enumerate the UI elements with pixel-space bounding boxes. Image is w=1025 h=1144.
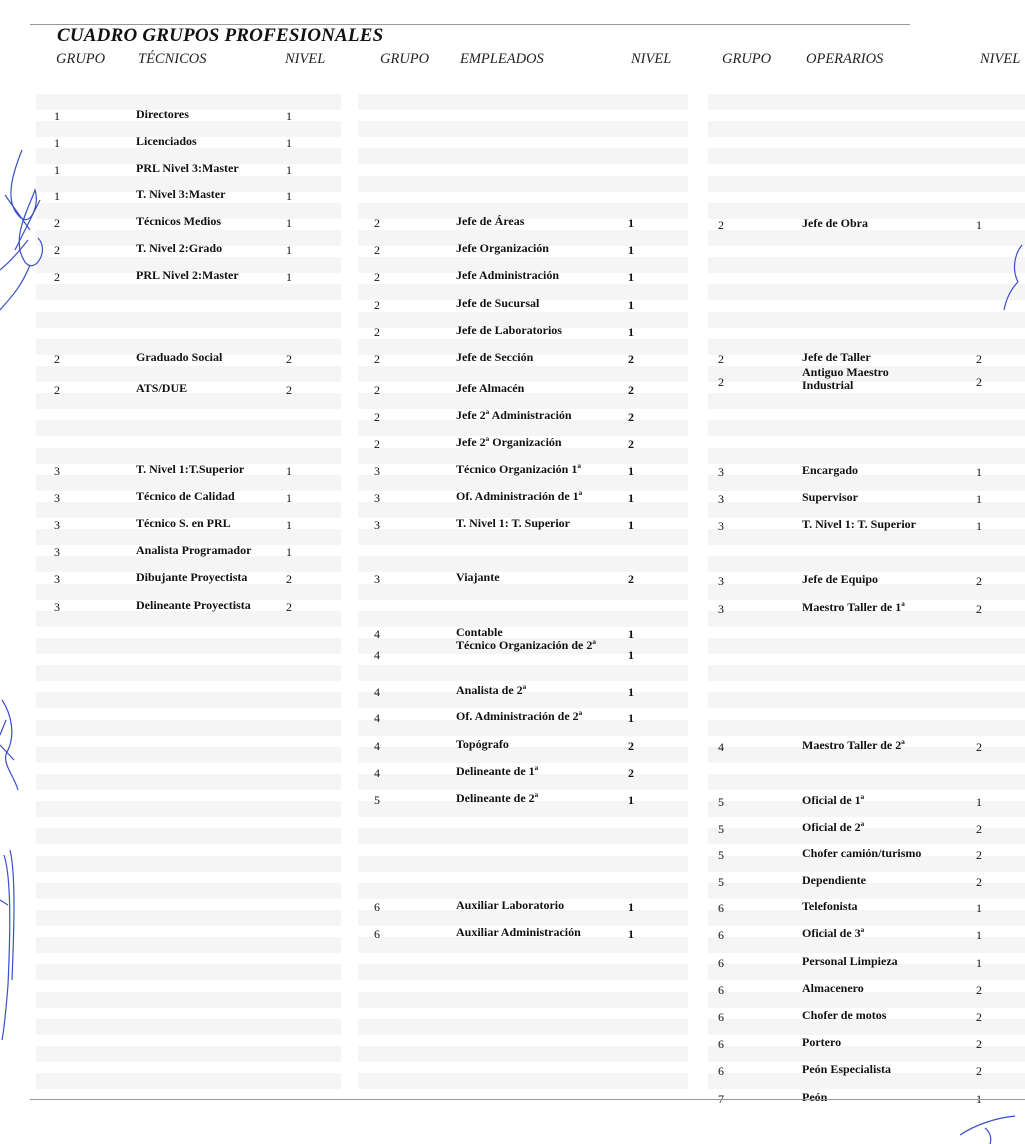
signature-mid-left [0,700,18,790]
empleados-nivel: 2 [628,572,634,586]
operarios-categoria: Peón [802,1090,828,1104]
tecnicos-nivel: 1 [286,464,292,478]
empleados-categoria: Viajante [456,570,500,584]
operarios-categoria: Chofer de motos [802,1008,887,1022]
empleados-categoria: Jefe 2ª Organización [456,435,562,449]
operarios-nivel: 1 [976,928,982,942]
empleados-categoria: Analista de 2ª [456,683,527,697]
empleados-categoria: Jefe Administración [456,268,559,282]
header-operarios-grupo: GRUPO [722,51,772,67]
tecnicos-nivel: 2 [286,352,292,366]
empleados-grupo: 2 [374,298,380,312]
empleados-grupo: 2 [374,410,380,424]
empleados-nivel: 2 [628,739,634,753]
empleados-categoria: T. Nivel 1: T. Superior [456,516,570,530]
operarios-categoria: Jefe de Obra [802,216,868,230]
empleados-grupo: 2 [374,437,380,451]
empleados-grupo: 4 [374,739,380,753]
tecnicos-categoria: Técnico de Calidad [136,489,235,503]
empleados-categoria: Jefe Organización [456,241,549,255]
empleados-grupo: 3 [374,518,380,532]
operarios-nivel: 2 [976,1037,982,1051]
operarios-grupo: 6 [718,1064,724,1078]
tecnicos-nivel: 1 [286,270,292,284]
empleados-grupo: 6 [374,927,380,941]
operarios-categoria: Jefe de Taller [802,350,871,364]
tecnicos-nivel: 2 [286,383,292,397]
operarios-categoria: Antiguo Maestro Industrial [802,365,889,392]
empleados-categoria: Jefe Almacén [456,381,525,395]
empleados-grupo: 4 [374,648,380,662]
empleados-grupo: 3 [374,491,380,505]
empleados-nivel: 1 [628,685,634,699]
tecnicos-categoria: Graduado Social [136,350,223,364]
tecnicos-grupo: 3 [54,518,60,532]
operarios-nivel: 2 [976,848,982,862]
tecnicos-categoria: PRL Nivel 3:Master [136,161,239,175]
empleados-nivel: 2 [628,352,634,366]
empleados-grupo: 2 [374,383,380,397]
tecnicos-grupo: 2 [54,243,60,257]
header-tecnicos: TÉCNICOS [138,51,207,67]
header-operarios: OPERARIOS [806,51,884,67]
tecnicos-grupo: 2 [54,352,60,366]
empleados-categoria: Auxiliar Laboratorio [456,898,565,912]
empleados-grupo: 2 [374,243,380,257]
tecnicos-grupo: 2 [54,383,60,397]
empleados-categoria: Jefe de Laboratorios [456,323,562,337]
operarios-grupo: 3 [718,465,724,479]
empleados-grupo: 5 [374,793,380,807]
operarios-categoria: Dependiente [802,873,866,887]
operarios-categoria: Chofer camión/turismo [802,846,922,860]
empleados-grupo: 2 [374,325,380,339]
empleados-nivel: 1 [628,298,634,312]
operarios-categoria: Oficial de 3ª [802,926,865,940]
tecnicos-grupo: 3 [54,464,60,478]
tecnicos-grupo: 2 [54,216,60,230]
tecnicos-grupo: 1 [54,109,60,123]
tecnicos-nivel: 1 [286,243,292,257]
operarios-grupo: 3 [718,574,724,588]
empleados-grupo: 4 [374,627,380,641]
tecnicos-grupo: 1 [54,189,60,203]
tecnicos-nivel: 1 [286,109,292,123]
operarios-nivel: 2 [976,1064,982,1078]
header-tecnicos-grupo: GRUPO [56,51,106,67]
operarios-grupo: 7 [718,1092,724,1106]
operarios-grupo: 6 [718,928,724,942]
empleados-categoria: Jefe 2ª Administración [456,408,572,422]
operarios-nivel: 2 [976,375,982,389]
tecnicos-categoria: PRL Nivel 2:Master [136,268,239,282]
operarios-grupo: 4 [718,740,724,754]
page-title: CUADRO GRUPOS PROFESIONALES [57,25,384,46]
empleados-nivel: 2 [628,437,634,451]
operarios-categoria: Peón Especialista [802,1062,891,1076]
empleados-nivel: 1 [628,243,634,257]
empleados-grupo: 3 [374,464,380,478]
tecnicos-categoria: ATS/DUE [136,381,188,395]
tecnicos-nivel: 1 [286,136,292,150]
tecnicos-categoria: Técnico S. en PRL [136,516,231,530]
operarios-nivel: 1 [976,1092,982,1106]
operarios-grupo: 6 [718,901,724,915]
operarios-grupo: 6 [718,1010,724,1024]
empleados-categoria: Of. Administración de 1ª [456,489,583,503]
operarios-nivel: 2 [976,740,982,754]
operarios-grupo: 3 [718,519,724,533]
tecnicos-nivel: 2 [286,572,292,586]
operarios-categoria: Supervisor [802,490,859,504]
header-operarios-nivel: NIVEL [980,51,1021,67]
empleados-nivel: 1 [628,216,634,230]
signature-bottom-right [960,1116,1015,1144]
tecnicos-grupo: 2 [54,270,60,284]
empleados-categoria: Delineante de 1ª [456,764,539,778]
operarios-grupo: 3 [718,492,724,506]
operarios-nivel: 2 [976,574,982,588]
empleados-nivel: 2 [628,383,634,397]
tecnicos-grupo: 3 [54,545,60,559]
operarios-grupo: 5 [718,795,724,809]
tecnicos-categoria: T. Nivel 2:Grado [136,241,223,255]
tecnicos-grupo: 3 [54,600,60,614]
empleados-grupo: 2 [374,216,380,230]
operarios-grupo: 3 [718,602,724,616]
tecnicos-nivel: 1 [286,189,292,203]
signature-lower-left [0,850,14,1040]
empleados-nivel: 1 [628,270,634,284]
tecnicos-nivel: 1 [286,518,292,532]
operarios-grupo: 2 [718,352,724,366]
header-empleados: EMPLEADOS [460,51,544,67]
operarios-grupo: 6 [718,956,724,970]
operarios-nivel: 1 [976,795,982,809]
empleados-nivel: 1 [628,325,634,339]
operarios-nivel: 1 [976,519,982,533]
empleados-grupo: 6 [374,900,380,914]
empleados-categoria: Delineante de 2ª [456,791,539,805]
empleados-grupo: 4 [374,766,380,780]
empleados-nivel: 2 [628,410,634,424]
operarios-grupo: 5 [718,848,724,862]
empleados-categoria: Auxiliar Administración [456,925,581,939]
operarios-grupo: 2 [718,218,724,232]
operarios-nivel: 2 [976,983,982,997]
signature-top-left [0,150,42,310]
header-empleados-grupo: GRUPO [380,51,430,67]
empleados-grupo: 2 [374,352,380,366]
empleados-nivel: 1 [628,927,634,941]
empleados-categoria: Contable [456,625,503,639]
tecnicos-categoria: Directores [136,107,189,121]
empleados-categoria: Jefe de Áreas [456,214,525,228]
operarios-nivel: 1 [976,492,982,506]
operarios-categoria: Almacenero [802,981,864,995]
empleados-nivel: 1 [628,491,634,505]
empleados-grupo: 4 [374,685,380,699]
tecnicos-categoria: Analista Programador [136,543,252,557]
operarios-nivel: 2 [976,822,982,836]
operarios-nivel: 2 [976,602,982,616]
tecnicos-grupo: 3 [54,491,60,505]
operarios-grupo: 6 [718,983,724,997]
empleados-categoria: Of. Administración de 2ª [456,709,583,723]
tecnicos-categoria: T. Nivel 1:T.Superior [136,462,245,476]
operarios-nivel: 2 [976,352,982,366]
operarios-nivel: 1 [976,901,982,915]
operarios-categoria: Maestro Taller de 2ª [802,738,905,752]
header-tecnicos-nivel: NIVEL [285,51,326,67]
tecnicos-nivel: 1 [286,491,292,505]
tecnicos-categoria: Dibujante Proyectista [136,570,248,584]
tecnicos-nivel: 2 [286,600,292,614]
empleados-nivel: 1 [628,464,634,478]
header-empleados-nivel: NIVEL [631,51,672,67]
empleados-categoria: Jefe de Sección [456,350,534,364]
operarios-categoria: Personal Limpieza [802,954,898,968]
empleados-categoria: Jefe de Sucursal [456,296,540,310]
tecnicos-categoria: Técnicos Medios [136,214,221,228]
empleados-grupo: 3 [374,572,380,586]
empleados-nivel: 1 [628,793,634,807]
operarios-categoria: Jefe de Equipo [802,572,879,586]
operarios-nivel: 2 [976,875,982,889]
empleados-nivel: 1 [628,711,634,725]
operarios-categoria: Maestro Taller de 1ª [802,600,905,614]
empleados-categoria: Topógrafo [456,737,509,751]
operarios-categoria: Oficial de 1ª [802,793,865,807]
operarios-grupo: 5 [718,875,724,889]
tecnicos-categoria: Licenciados [136,134,197,148]
operarios-nivel: 2 [976,1010,982,1024]
empleados-nivel: 1 [628,518,634,532]
empleados-nivel: 1 [628,627,634,641]
tecnicos-categoria: Delineante Proyectista [136,598,251,612]
empleados-grupo: 2 [374,270,380,284]
tecnicos-grupo: 1 [54,163,60,177]
tecnicos-grupo: 1 [54,136,60,150]
tecnicos-nivel: 1 [286,216,292,230]
operarios-categoria: T. Nivel 1: T. Superior [802,517,916,531]
tecnicos-grupo: 3 [54,572,60,586]
operarios-nivel: 1 [976,465,982,479]
empleados-nivel: 2 [628,766,634,780]
empleados-categoria: Técnico Organización 1ª [456,462,581,476]
operarios-categoria: Portero [802,1035,842,1049]
operarios-categoria: Oficial de 2ª [802,820,865,834]
operarios-grupo: 5 [718,822,724,836]
operarios-nivel: 1 [976,956,982,970]
operarios-grupo: 6 [718,1037,724,1051]
empleados-nivel: 1 [628,900,634,914]
operarios-nivel: 1 [976,218,982,232]
tecnicos-nivel: 1 [286,163,292,177]
signature-right [1004,245,1022,310]
operarios-categoria: Encargado [802,463,859,477]
empleados-grupo: 4 [374,711,380,725]
empleados-nivel: 1 [628,648,634,662]
tecnicos-categoria: T. Nivel 3:Master [136,187,226,201]
tecnicos-nivel: 1 [286,545,292,559]
empleados-categoria: Técnico Organización de 2ª [456,638,596,652]
operarios-categoria: Telefonista [802,899,858,913]
operarios-grupo: 2 [718,375,724,389]
